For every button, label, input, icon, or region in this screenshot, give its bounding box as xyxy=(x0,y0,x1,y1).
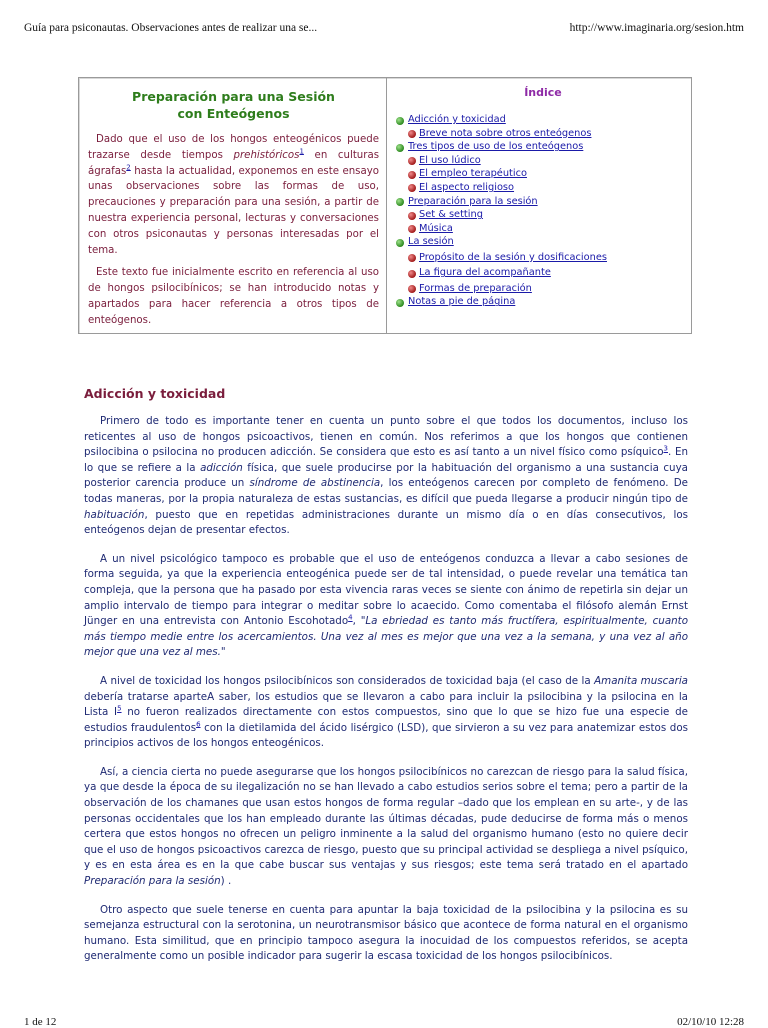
red-bullet-icon xyxy=(408,285,416,293)
index-link[interactable]: Notas a pie de página xyxy=(408,296,516,308)
index-link[interactable]: Formas de preparación xyxy=(419,282,532,294)
index-item xyxy=(395,167,691,181)
green-bullet-icon xyxy=(396,239,404,247)
section-title: Adicción y toxicidad xyxy=(84,386,226,401)
index-link[interactable]: Tres tipos de uso de los enteógenos xyxy=(408,141,584,153)
print-header xyxy=(24,22,744,38)
body-paragraph-3: A nivel de toxicidad los hongos psilocibínicos son considerados de toxicidad baja (el caso de la Amanita muscaria debería tratarse aparteA saber, los estudios que se llevaron a cabo para incluir la psilocibina y la psilocina en la Lista $I^5$ no fueron realizados directamente con estos compuestos, sino que lo que se hizo fue una especie de estudios fraudulentos$^6$ con la dietilamida del ácido lisérgico (LSD), que sirvieron a su vez para anatemizar estos dos principios activos de los hongos enteogénicos. xyxy=(84,674,688,750)
print-header-url: http://www.imaginaria.org/sesion.htm xyxy=(569,22,744,34)
body-paragraph-4: Así, a ciencia cierta no puede asegurarse que los hongos psilocibínicos no carezcan de riesgo para la salud física, ya que desde la época de su ilegalización no se han llevado a cabo estudios serios sobre el tema; pero a partir de la observación de los chamanes que usan estos hongos de forma regular –dado que los emplean en su arte-, y de las personas occidentales que los han empleado durante las últimas décadas, pude deducirse de forma más o menos certera que estos hongos no ofrecen un peligro inminente a la salud del organismo humano (esto no quiere decir que el uso de hongos psicoactivos carezca de riesgo, puesto que su principal actividad se despliega a nivel psíquico, y es en esta área es en la que cabe buscar sus ventajas y sus riesgos; este tema será tratado en el apartado Preparación para la sesión) . xyxy=(84,765,688,888)
intro-paragraph-1: Dado que el uso de los hongos enteogénicos puede trazarse desde tiempos prehistóricos$^1$ en culturas ágrafas$^2$ hasta la actualidad, exponemos en este ensayo unas observaciones sobre las formas de uso, precauciones y preparación para una sesión, a partir de nuestra experiencia personal, lecturas y conversaciones con otros psiconautas y personas interesadas por el tema. xyxy=(88,134,380,256)
index-link[interactable]: El aspecto religioso xyxy=(419,181,515,193)
red-bullet-icon xyxy=(408,254,416,262)
page-title: Preparación para una Sesión con Enteógenos xyxy=(132,89,335,121)
index-link[interactable]: Preparación para la sesión xyxy=(408,195,538,207)
body-paragraph-2: A un nivel psicológico tampoco es probable que el uso de enteógenos conduzca a llevar a cabo sesiones de forma seguida, ya que la experiencia enteogénica puede ser de tal intensidad, o puede revelar una temática tan compleja, que la persona que ha pasado por esta vivencia raras veces se siente con ánimo de repetirla sin dejar un amplio intervalo de tiempo para integrar o meditar sobre lo acaecido. Como comentaba el filósofo alemán Ernst Jünger en una entrevista con Antonio Escohotado$^4$, "La ebriedad es tanto más fructífera, espiritualmente, cuanto más tiempo medie entre los acercamientos. Una vez al mes es mejor que una vez a la semana, y una vez al año mejor que una vez al mes." xyxy=(84,552,688,659)
footnote-link-6[interactable]: 6 xyxy=(196,720,201,729)
index-item xyxy=(395,295,691,309)
red-bullet-icon xyxy=(408,184,416,192)
footnote-link-1[interactable]: 1 xyxy=(299,147,304,156)
intro-paragraph-2: Este texto fue inicialmente escrito en referencia al uso de hongos psilocibínicos; se han introducido notas y apartados para hacer referencia a otros tipos de enteógenos. xyxy=(88,267,379,326)
index-item xyxy=(395,266,691,282)
index-item xyxy=(395,181,691,195)
print-timestamp: 02/10/10 12:28 xyxy=(677,1016,744,1028)
index-link[interactable]: Breve nota sobre otros enteógenos xyxy=(419,127,592,139)
green-bullet-icon xyxy=(396,117,404,125)
green-bullet-icon xyxy=(396,144,404,152)
index-link[interactable]: Adicción y toxicidad xyxy=(408,114,506,125)
index-item xyxy=(395,127,691,141)
footnote-link-3[interactable]: 3 xyxy=(663,444,668,453)
page-counter: 1 de 12 xyxy=(24,1016,57,1028)
green-bullet-icon xyxy=(396,198,404,206)
intro-table xyxy=(78,77,692,334)
green-bullet-icon xyxy=(396,299,404,307)
index-item xyxy=(395,195,691,209)
index-title: Índice xyxy=(524,86,562,99)
footnote-link-4[interactable]: 4 xyxy=(348,613,353,622)
intro-panel xyxy=(79,78,387,333)
index-link[interactable]: Set & setting xyxy=(419,209,483,221)
index-link[interactable]: Propósito de la sesión y dosificaciones xyxy=(419,251,607,263)
index-item xyxy=(395,235,691,251)
index-link[interactable]: El uso lúdico xyxy=(419,154,481,166)
red-bullet-icon xyxy=(408,171,416,179)
body-paragraph-5: Otro aspecto que suele tenerse en cuenta para apuntar la baja toxicidad de la psilocibina y la psilocina es su semejanza estructural con la serotonina, un neurotransmisor básico que acontece de forma natural en el organismo humano. Esta similitud, que en principio tampoco asegura la inocuidad de los compuestos referidos, se acepta generalmente como un posible indicador para sugerir la escasa toxicidad de los hongos psilocibínicos. xyxy=(84,903,688,963)
body-paragraph-1: Primero de todo es importante tener en cuenta un punto sobre el que todos los documentos, incluso los reticentes al uso de hongos psicoactivos, tienen en común. Nos referimos a que los hongos que contienen psilocibina o psilocina no producen adicción. Se considera que esto es así tanto a un nivel físico como psíquico$^3$. En lo que se refiere a la adicción física, que suele producirse por la habituación del organismo a una sustancia cuya posterior carencia produce un síndrome de abstinencia, los enteógenos carecen por completo de fenómeno. De todas maneras, por la propia naturaleza de estas sustancias, es difícil que pueda llegarse a producir ningún tipo de habituación, puesto que en repetidas administraciones durante un mismo día o en días consecutivos, los enteógenos dejan de presentar efectos. xyxy=(84,415,688,537)
print-footer xyxy=(24,1016,744,1028)
index-link[interactable]: El empleo terapéutico xyxy=(419,168,527,180)
index-item xyxy=(395,282,691,296)
index-item xyxy=(395,113,691,127)
print-header-title: Guía para psiconautas. Observaciones antes de realizar una se... xyxy=(24,22,318,34)
red-bullet-icon xyxy=(408,130,416,138)
index-item xyxy=(395,222,691,236)
index-link[interactable]: Música xyxy=(419,222,453,234)
index-item xyxy=(395,208,691,222)
index-list xyxy=(395,113,691,309)
index-item xyxy=(395,154,691,168)
red-bullet-icon xyxy=(408,225,416,233)
index-link[interactable]: La sesión xyxy=(408,236,454,248)
index-link[interactable]: La figura del acompañante xyxy=(419,267,551,279)
index-panel xyxy=(387,78,691,333)
index-item xyxy=(395,140,691,154)
footnote-link-2[interactable]: 2 xyxy=(126,163,131,172)
footnote-link-5[interactable]: 5 xyxy=(117,704,122,713)
index-item xyxy=(395,251,691,267)
red-bullet-icon xyxy=(408,212,416,220)
section-body xyxy=(84,414,688,978)
red-bullet-icon xyxy=(408,270,416,278)
red-bullet-icon xyxy=(408,157,416,165)
